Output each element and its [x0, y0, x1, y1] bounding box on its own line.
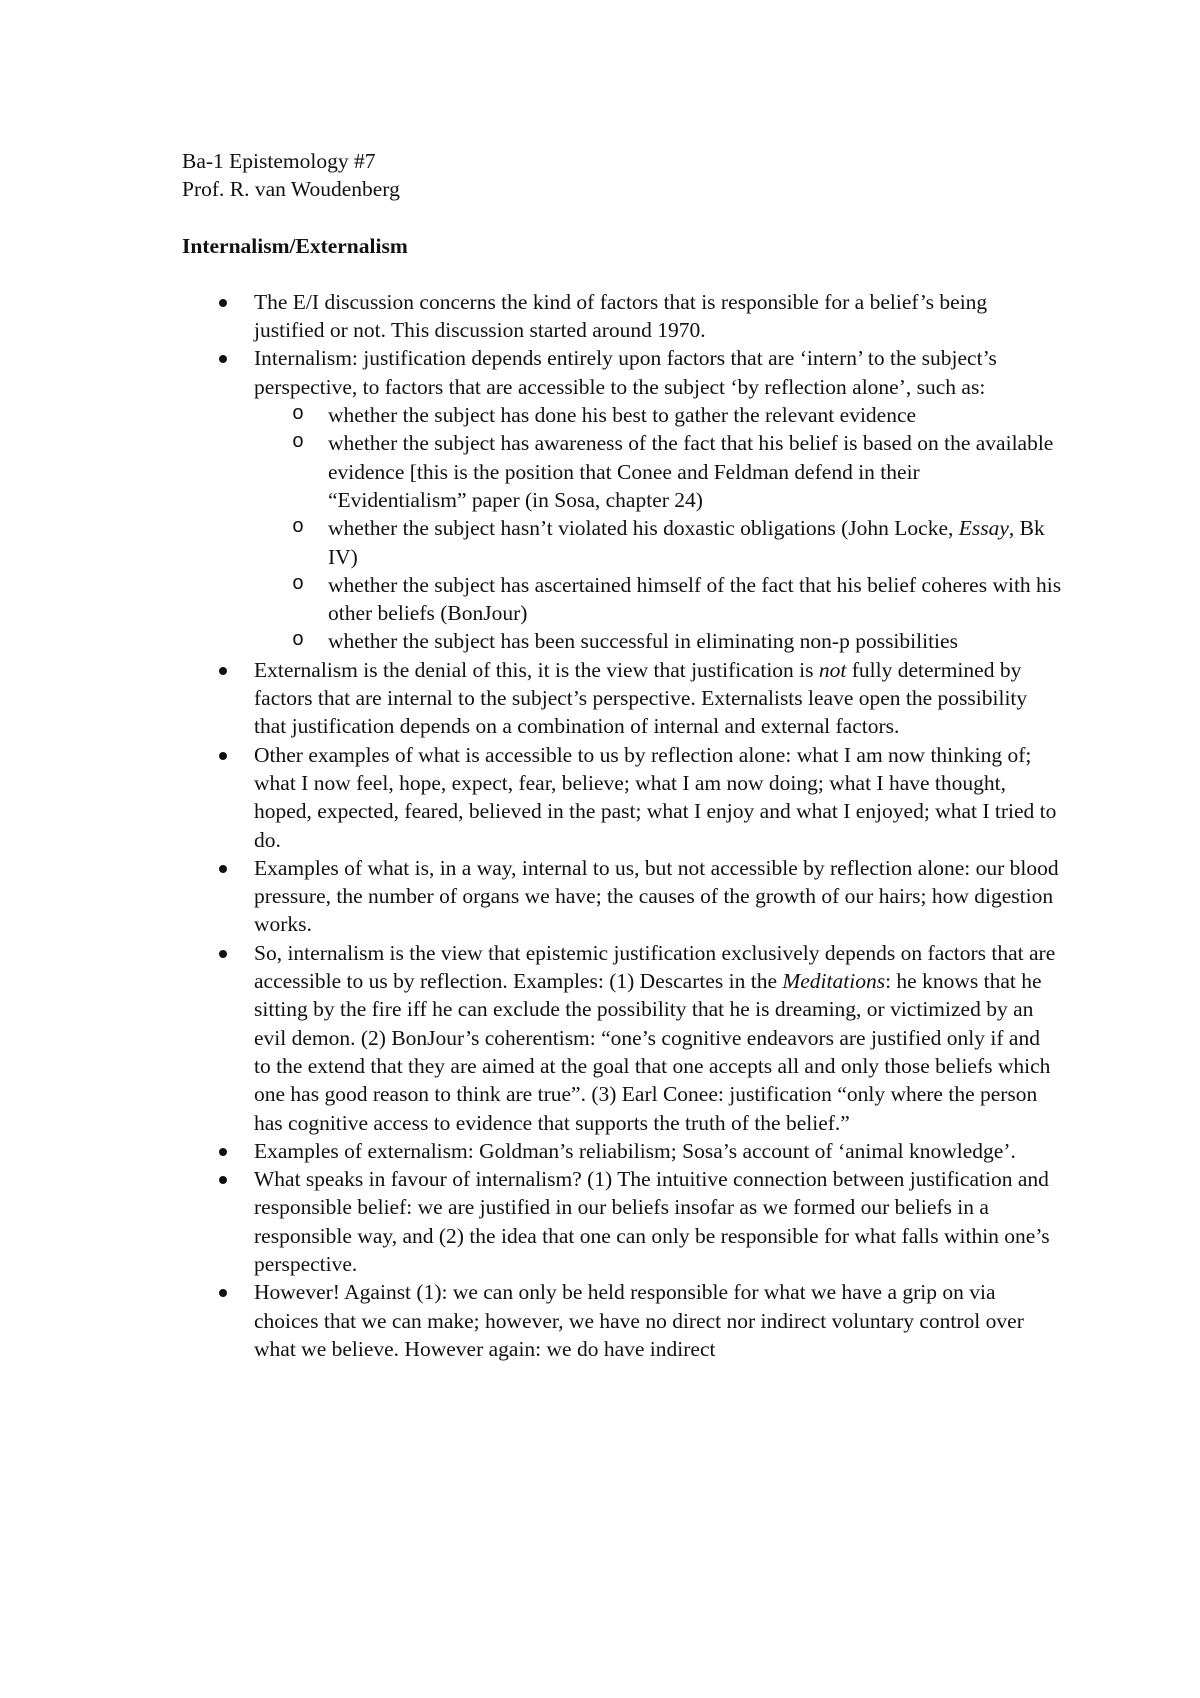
bullet-text: Examples of what is, in a way, internal to us, but not accessible by reflection alone: our blood pressure, the number of organs we have; the causes of the growth of our hairs; how digestion works.: [254, 855, 1059, 937]
bullet-text-before: Externalism is the denial of this, it is the view that justification is: [254, 657, 819, 682]
bullet-dot-icon: [219, 1148, 227, 1156]
sub-marker-icon: o: [292, 516, 305, 540]
author-line: Prof. R. van Woudenberg: [182, 177, 400, 202]
sub-marker-icon: o: [292, 572, 305, 596]
section-heading: Internalism/Externalism: [182, 233, 408, 258]
bullet-text: Examples of externalism: Goldman’s reliabilism; Sosa’s account of ‘animal knowledge’.: [254, 1138, 1016, 1163]
sub-marker-icon: o: [292, 403, 305, 427]
sub-item: [254, 429, 1062, 514]
bullet-italic: Meditations: [782, 969, 886, 994]
bullet-item: [182, 1278, 1062, 1363]
bullet-item: [182, 741, 1062, 854]
bullet-dot-icon: [219, 752, 227, 760]
bullet-dot-icon: [219, 667, 227, 675]
sub-item-text-after: , Bk IV): [328, 516, 1045, 569]
bullet-text: The E/I discussion concerns the kind of factors that is responsible for a belief’s being justified or not. This discussion started around 1970.: [254, 289, 988, 343]
bullet-item: [182, 656, 1062, 741]
bullet-item: [182, 344, 1062, 655]
bullet-item: [182, 1137, 1062, 1165]
sub-list: [254, 401, 1062, 656]
bullet-dot-icon: [219, 950, 227, 958]
sub-item-text: whether the subject has ascertained himself of the fact that his belief coheres with his other beliefs (BonJour): [328, 572, 1062, 626]
sub-item: [254, 627, 1062, 655]
bullet-text: Other examples of what is accessible to us by reflection alone: what I am now thinking of; what I now feel, hope, expect, fear, believe; what I am now doing; what I have thought, hoped, expected, feared, believed in the past; what I enjoy and what I enjoyed; what I tried to do.: [254, 742, 1057, 852]
sub-item-text: whether the subject has done his best to gather the relevant evidence: [328, 403, 917, 428]
bullet-text: However! Against (1): we can only be held responsible for what we have a grip on via choices that we can make; however, we have no direct nor indirect voluntary control over what we believe. However again: we do have indirect: [254, 1280, 1024, 1361]
sub-item: [254, 401, 1062, 429]
bullet-text: Internalism: justification depends entirely upon factors that are ‘intern’ to the subject’s perspective, to factors that are accessible to the subject ‘by reflection alone’, such as:: [254, 346, 997, 399]
document-body: [182, 147, 1062, 1363]
sub-item-italic: Essay: [958, 516, 1009, 541]
sub-item-text: whether the subject has been successful in eliminating non-p possibilities: [328, 629, 958, 654]
bullet-dot-icon: [219, 1289, 227, 1297]
bullet-text-after: : he knows that he sitting by the fire iff he can exclude the possibility that he is dreaming, or victimized by an evil demon. (2) BonJour’s coherentism: “one’s cognitive endeavors are justified only if and to the extend that they are aimed at the goal that one accepts all and only those beliefs which one has good reason to think are true”. (3) Earl Conee: justification “only where the person has cognitive access to evidence that supports the truth of the belief.”: [254, 969, 1051, 1135]
bullet-dot-icon: [219, 1176, 227, 1184]
sub-item: [254, 514, 1062, 571]
bullet-text: What speaks in favour of internalism? (1) The intuitive connection between justification and responsible belief: we are justified in our beliefs insofar as we formed our beliefs in a responsible way, and (2) the idea that one can only be responsible for what falls within one’s perspective.: [254, 1167, 1050, 1276]
bullet-text-before: So, internalism is the view that epistemic justification exclusively depends on factors that are accessible to us by reflection. Examples: (1) Descartes in the: [254, 940, 1056, 994]
sub-marker-icon: o: [292, 629, 305, 653]
bullet-item: [182, 288, 1062, 345]
sub-item-text-before: whether the subject hasn’t violated his doxastic obligations (John Locke,: [328, 516, 959, 541]
sub-marker-icon: o: [292, 431, 305, 455]
sub-item: [254, 571, 1062, 628]
bullet-item: [182, 1165, 1062, 1278]
bullet-item: [182, 854, 1062, 939]
sub-item-text: whether the subject has awareness of the fact that his belief is based on the available evidence [this is the position that Conee and Feldman defend in their “Evidentialism” paper (in Sosa, chapter 24): [328, 431, 1054, 512]
bullet-dot-icon: [219, 355, 227, 363]
bullet-dot-icon: [219, 299, 227, 307]
bullet-italic: not: [818, 657, 847, 682]
bullet-list: [182, 288, 1062, 1363]
bullet-text-after: fully determined by factors that are internal to the subject’s perspective. Externalists leave open the possibility that justification depends on a combination of internal and external factors.: [254, 657, 1028, 739]
bullet-dot-icon: [219, 865, 227, 873]
course-title: Ba-1 Epistemology #7: [182, 149, 376, 173]
bullet-item: [182, 939, 1062, 1137]
